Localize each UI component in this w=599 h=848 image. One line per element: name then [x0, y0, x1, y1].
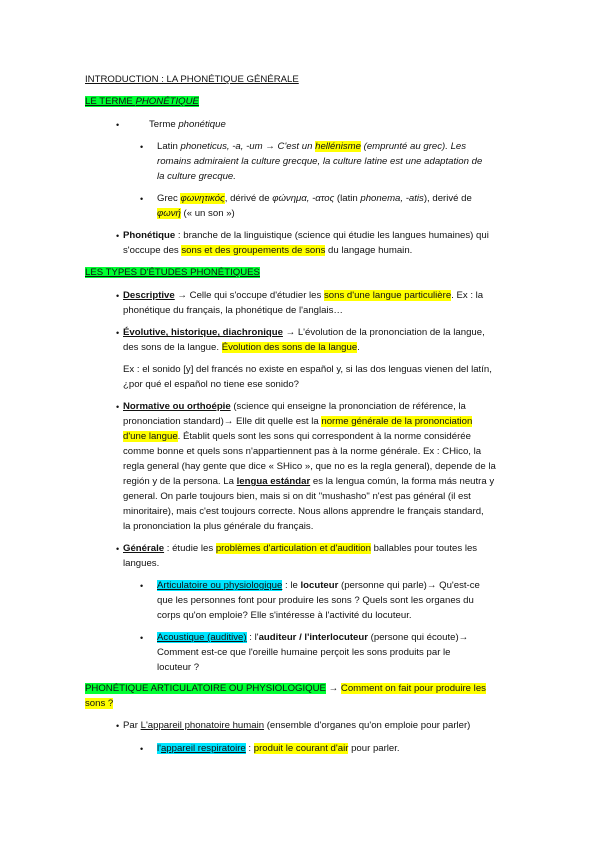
bullet-dot: •	[116, 120, 120, 130]
list-item-appareil: Par L'appareil phonatoire humain (ensemble d'organes qu'on emploie pour parler)	[123, 720, 471, 731]
list-item-acoustique: Acoustique (auditive) : l'auditeur / l'interlocuteur (persone qui écoute)→	[157, 632, 469, 643]
paragraph-line: región y de la persona. La lengua estándar es la lengua común, la forma más neutra y	[123, 476, 495, 487]
list-item-terme: Terme phonétique	[149, 119, 226, 130]
paragraph-line: romains admiraient la culture grecque, la culture latine est une adaptation de	[157, 156, 483, 167]
section-heading-terme: LE TERME PHONÉTIQUE	[85, 96, 199, 107]
paragraph-line: la culture grecque.	[157, 171, 236, 182]
paragraph-line: sons ?	[85, 698, 114, 709]
bullet-dot: •	[140, 633, 144, 643]
list-item-normative: Normative ou orthoépie (science qui enseigne la prononciation de référence, la	[123, 401, 466, 412]
paragraph-line: general. On parle toujours bien, mais si on dit "mushasho" n'est pas général (il est	[123, 491, 471, 502]
paragraph-line: langues.	[123, 558, 160, 569]
bullet-dot: •	[140, 744, 144, 754]
bullet-dot: •	[116, 231, 120, 241]
paragraph-line: regla general (hay gente que dice « SHico », que no es la regla general), depende de la	[123, 461, 496, 472]
section-heading-types: LES TYPES D'ÉTUDES PHONÉTIQUES	[85, 267, 260, 278]
bullet-dot: •	[140, 142, 144, 152]
paragraph-line: Ex : el sonido [y] del francés no existe en español y, si las dos lenguas vienen del latín,	[123, 364, 492, 375]
list-item-respiratoire: l'appareil respiratoire : produit le courant d'air pour parler.	[157, 743, 400, 754]
bullet-dot: •	[116, 402, 120, 412]
paragraph-line: prononciation standard)→ Elle dit quelle est la norme générale de la prononciation	[123, 416, 473, 427]
paragraph-line: comme bonne et quels sons n'appartiennent pas à la norme générale. Ex : CHico, la	[123, 446, 482, 457]
section-heading-articulatoire: PHONÉTIQUE ARTICULATOIRE OU PHYSIOLOGIQUE → Comment on fait pour produire les	[85, 683, 486, 694]
list-item-descriptive: Descriptive → Celle qui s'occupe d'étudier les sons d'une langue particulière. Ex : la	[123, 290, 484, 301]
document-title: INTRODUCTION : LA PHONÉTIQUE GÉNÉRALE	[85, 74, 299, 85]
list-item-latin: Latin phoneticus, -a, -um → C'est un hellénisme (emprunté au grec). Les	[157, 141, 467, 152]
paragraph-line: locuteur ?	[157, 662, 200, 673]
bullet-dot: •	[116, 328, 120, 338]
list-item-evolutive: Évolutive, historique, diachronique → L'évolution de la prononciation de la langue,	[123, 327, 485, 338]
paragraph-line: ¿por qué el español no tiene ese sonido?	[123, 379, 300, 390]
list-item-grec: Grec φωνητικός, dérivé de φώνημα, -ατος (latin phonema, -atis), derivé de	[157, 193, 472, 204]
list-item-articulatoire: Articulatoire ou physiologique : le locuteur (personne qui parle)→ Qu'est-ce	[157, 580, 480, 591]
bullet-dot: •	[116, 544, 120, 554]
bullet-dot: •	[140, 194, 144, 204]
paragraph-line: la prononciation la plus générale du français.	[123, 521, 314, 532]
paragraph-line: des sons de la langue. Évolution des sons de la langue.	[123, 342, 360, 353]
list-item-generale: Générale : étudie les problèmes d'articulation et d'audition ballables pour toutes les	[123, 543, 478, 554]
bullet-dot: •	[116, 721, 120, 731]
paragraph-line: minoritaire), mais c'est toujours correcte. Nous allons apprendre le français standard,	[123, 506, 484, 517]
bullet-dot: •	[116, 291, 120, 301]
paragraph-line: φωνή (« un son »)	[157, 208, 235, 219]
paragraph-line: corps qu'on emploie? Elle s'intéresse à l'activité du locuteur.	[157, 610, 412, 621]
paragraph-line: Comment est-ce que l'oreille humaine perçoit les sons produits par le	[157, 647, 451, 658]
paragraph-line: s'occupe des sons et des groupements de sons du langage humain.	[123, 245, 413, 256]
paragraph-line: phonétique du français, la phonétique de l'anglais…	[123, 305, 343, 316]
bullet-dot: •	[140, 581, 144, 591]
paragraph-line: d'une langue. Établit quels sont les sons qui correspondent à la norme considérée	[123, 431, 471, 442]
list-item-definition: Phonétique : branche de la linguistique (science qui étudie les langues humaines) qui	[123, 230, 489, 241]
paragraph-line: que les personnes font pour produire les sons ? Quels sont les organes du	[157, 595, 474, 606]
